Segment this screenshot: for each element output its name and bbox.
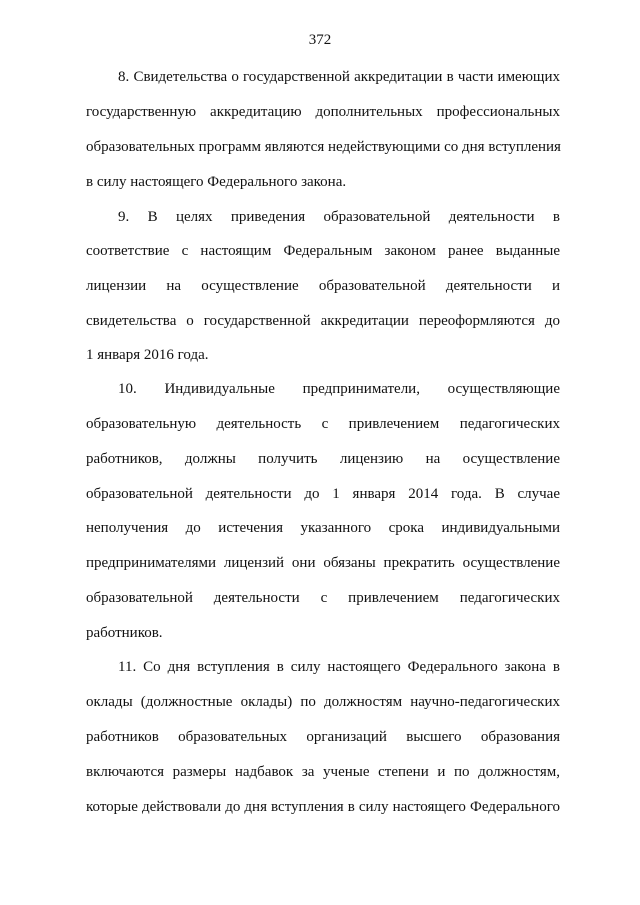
paragraph-line: оклады (должностные оклады) по должностям научно-педагогических [86, 694, 560, 710]
paragraph-line: образовательной деятельности до 1 января 2014 года. В случае [86, 486, 560, 502]
paragraph-line: свидетельства о государственной аккредитации переоформляются до [86, 313, 560, 329]
paragraph-line: работников образовательных организаций высшего образования [86, 729, 560, 745]
paragraph-line: 9. В целях приведения образовательной деятельности в [118, 209, 560, 225]
paragraph-line: 10. Индивидуальные предприниматели, осуществляющие [118, 381, 560, 397]
paragraph-line: работников, должны получить лицензию на осуществление [86, 451, 560, 467]
paragraph-line: неполучения до истечения указанного срока индивидуальными [86, 520, 560, 536]
page-number: 372 [308, 32, 332, 48]
paragraph-line: включаются размеры надбавок за ученые степени и по должностям, [86, 764, 560, 780]
paragraph-line: соответствие с настоящим Федеральным законом ранее выданные [86, 243, 560, 259]
paragraph-line: 8. Свидетельства о государственной аккредитации в части имеющих [118, 69, 560, 85]
paragraph-line: образовательной деятельности с привлечением педагогических [86, 590, 560, 606]
paragraph-line: предпринимателями лицензий они обязаны прекратить осуществление [86, 555, 560, 571]
paragraph-line: образовательных программ являются недействующими со дня вступления [86, 139, 561, 155]
paragraph-line: которые действовали до дня вступления в силу настоящего Федерального [86, 799, 560, 815]
paragraph-line: 1 января 2016 года. [86, 347, 209, 363]
paragraph-line: образовательную деятельность с привлечением педагогических [86, 416, 560, 432]
paragraph-line: государственную аккредитацию дополнительных профессиональных [86, 104, 560, 120]
paragraph-line: 11. Со дня вступления в силу настоящего Федерального закона в [118, 659, 560, 675]
paragraph-line: в силу настоящего Федерального закона. [86, 174, 347, 190]
paragraph-line: работников. [86, 625, 163, 641]
paragraph-line: лицензии на осуществление образовательной деятельности и [86, 278, 560, 294]
